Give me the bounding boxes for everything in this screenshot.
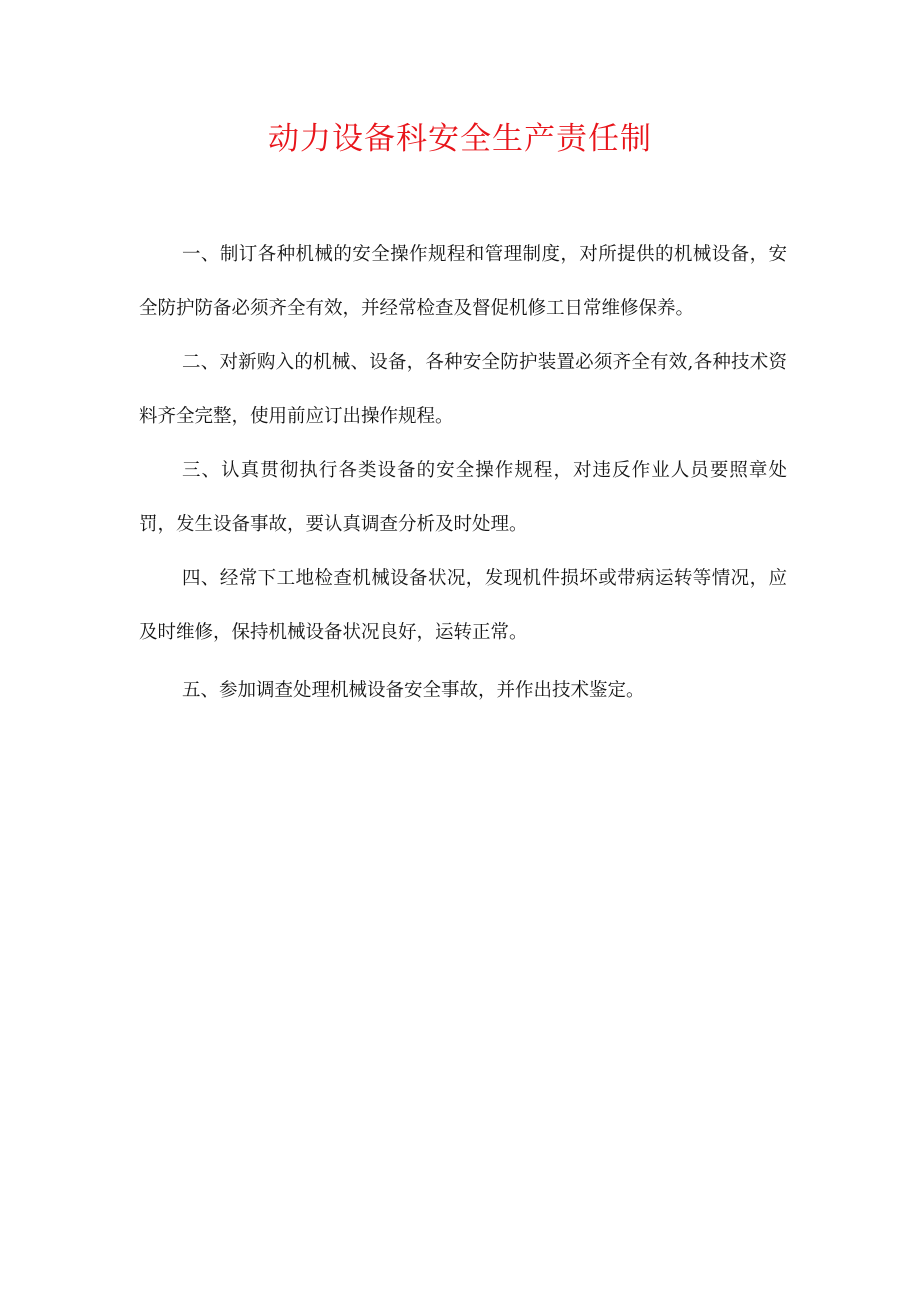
paragraph-1: 一、制订各种机械的安全操作规程和管理制度，对所提供的机械设备，安全防护防备必须齐全有效，并经常检查及督促机修工日常维修保养。 xyxy=(139,244,787,319)
document-body xyxy=(139,228,787,718)
document-title: 动力设备科安全生产责任制 xyxy=(268,121,652,157)
paragraph-4: 四、经常下工地检查机械设备状况，发现机件损坏或带病运转等情况，应及时维修，保持机械设备状况良好，运转正常。 xyxy=(139,568,787,643)
paragraph-5: 五、参加调查处理机械设备安全事故，并作出技术鉴定。 xyxy=(182,680,645,701)
paragraph-3: 三、认真贯彻执行各类设备的安全操作规程，对违反作业人员要照章处罚，发生设备事故，要认真调查分析及时处理。 xyxy=(139,460,787,535)
paragraph-2: 二、对新购入的机械、设备，各种安全防护装置必须齐全有效,各种技术资料齐全完整，使用前应订出操作规程。 xyxy=(139,352,787,427)
